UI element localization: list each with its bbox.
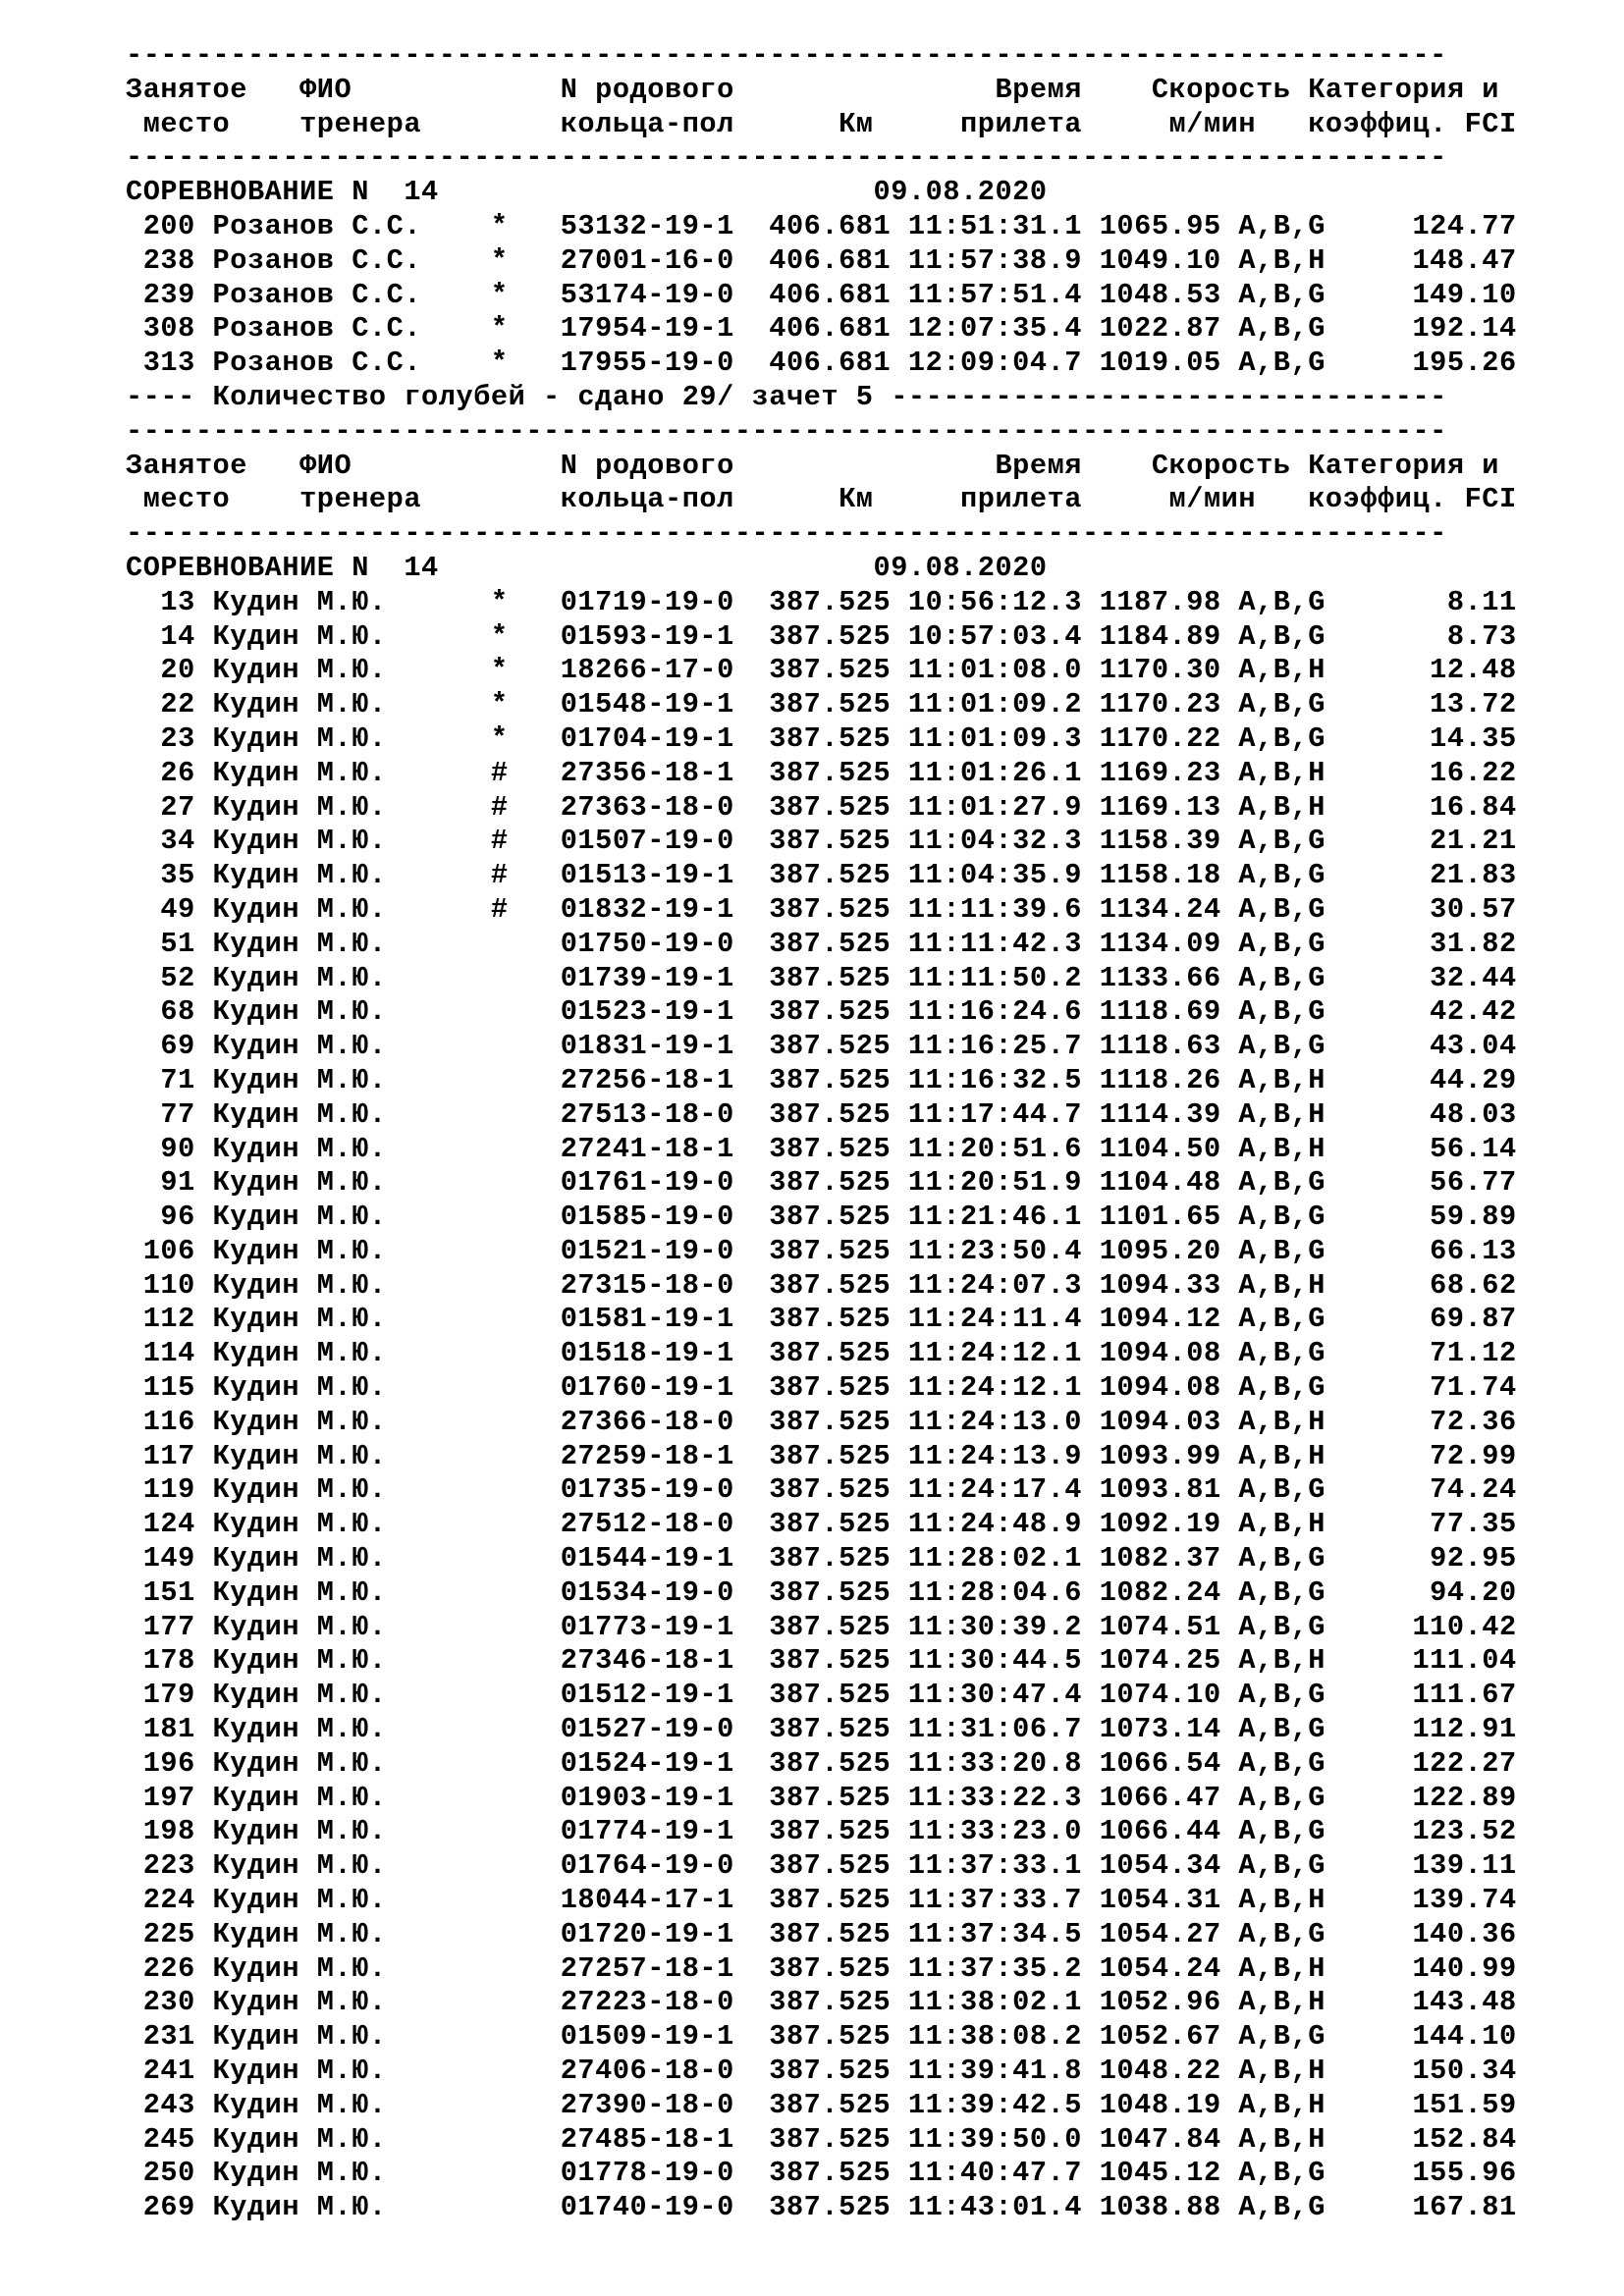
table-row: 20 Кудин М.Ю. * 18266-17-0 387.525 11:01:08.0 1170.30 A,B,H 12.48 [126, 654, 1517, 687]
table-row: 223 Кудин М.Ю. 01764-19-0 387.525 11:37:33.1 1054.34 A,B,G 139.11 [126, 1849, 1517, 1883]
table-row: 239 Розанов С.С. * 53174-19-0 406.681 11:57:51.4 1048.53 A,B,G 149.10 [126, 278, 1517, 311]
table-row: 35 Кудин М.Ю. # 01513-19-1 387.525 11:04:35.9 1158.18 A,B,G 21.83 [126, 859, 1517, 892]
results-page [126, 39, 1517, 2225]
table-row: 179 Кудин М.Ю. 01512-19-1 387.525 11:30:47.4 1074.10 A,B,G 111.67 [126, 1679, 1517, 1712]
competition-title: СОРЕВНОВАНИЕ N 14 09.08.2020 [126, 551, 1048, 584]
table-row: 230 Кудин М.Ю. 27223-18-0 387.525 11:38:02.1 1052.96 A,B,H 143.48 [126, 1986, 1517, 2019]
table-row: 106 Кудин М.Ю. 01521-19-0 387.525 11:23:50.4 1095.20 A,B,G 66.13 [126, 1234, 1517, 1267]
table-row: 112 Кудин М.Ю. 01581-19-1 387.525 11:24:11.4 1094.12 A,B,G 69.87 [126, 1303, 1517, 1336]
table-row: 308 Розанов С.С. * 17954-19-1 406.681 12:07:35.4 1022.87 A,B,G 192.14 [126, 312, 1517, 346]
table-row: 243 Кудин М.Ю. 27390-18-0 387.525 11:39:42.5 1048.19 A,B,H 151.59 [126, 2088, 1517, 2121]
table-row: 116 Кудин М.Ю. 27366-18-0 387.525 11:24:13.0 1094.03 A,B,H 72.36 [126, 1405, 1517, 1438]
table-row: 14 Кудин М.Ю. * 01593-19-1 387.525 10:57:03.4 1184.89 A,B,G 8.73 [126, 619, 1517, 653]
table-row: 77 Кудин М.Ю. 27513-18-0 387.525 11:17:44.7 1114.39 A,B,H 48.03 [126, 1097, 1517, 1131]
table-row: 250 Кудин М.Ю. 01778-19-0 387.525 11:40:47.7 1045.12 A,B,G 155.96 [126, 2157, 1517, 2190]
table-header-row-1: Занятое ФИО N родового Время Скорость Категория и [126, 73, 1500, 106]
table-row: 117 Кудин М.Ю. 27259-18-1 387.525 11:24:13.9 1093.99 A,B,H 72.99 [126, 1439, 1517, 1472]
table-row: 13 Кудин М.Ю. * 01719-19-0 387.525 10:56:12.3 1187.98 A,B,G 8.11 [126, 585, 1517, 618]
table-row: 196 Кудин М.Ю. 01524-19-1 387.525 11:33:20.8 1066.54 A,B,G 122.27 [126, 1746, 1517, 1780]
table-row: 115 Кудин М.Ю. 01760-19-1 387.525 11:24:12.1 1094.08 A,B,G 71.74 [126, 1371, 1517, 1405]
table-row: 90 Кудин М.Ю. 27241-18-1 387.525 11:20:51.6 1104.50 A,B,H 56.14 [126, 1132, 1517, 1165]
table-row: 313 Розанов С.С. * 17955-19-0 406.681 12:09:04.7 1019.05 A,B,G 195.26 [126, 347, 1517, 380]
table-header-row-2: место тренера кольца-пол Км прилета м/мин коэффиц. FCI [126, 483, 1517, 516]
table-row: 245 Кудин М.Ю. 27485-18-1 387.525 11:39:50.0 1047.84 A,B,H 152.84 [126, 2122, 1517, 2156]
table-row: 269 Кудин М.Ю. 01740-19-0 387.525 11:43:01.4 1038.88 A,B,G 167.81 [126, 2191, 1517, 2224]
table-row: 49 Кудин М.Ю. # 01832-19-1 387.525 11:11:39.6 1134.24 A,B,G 30.57 [126, 892, 1517, 926]
table-row: 52 Кудин М.Ю. 01739-19-1 387.525 11:11:50.2 1133.66 A,B,G 32.44 [126, 961, 1517, 994]
table-row: 69 Кудин М.Ю. 01831-19-1 387.525 11:16:25.7 1118.63 A,B,G 43.04 [126, 1030, 1517, 1063]
table-row: 110 Кудин М.Ю. 27315-18-0 387.525 11:24:07.3 1094.33 A,B,H 68.62 [126, 1268, 1517, 1302]
table-row: 96 Кудин М.Ю. 01585-19-0 387.525 11:21:46.1 1101.65 A,B,G 59.89 [126, 1201, 1517, 1234]
table-header-row-1: Занятое ФИО N родового Время Скорость Категория и [126, 449, 1500, 482]
table-row: 238 Розанов С.С. * 27001-16-0 406.681 11:57:38.9 1049.10 A,B,H 148.47 [126, 243, 1517, 277]
table-row: 181 Кудин М.Ю. 01527-19-0 387.525 11:31:06.7 1073.14 A,B,G 112.91 [126, 1713, 1517, 1746]
table-row: 23 Кудин М.Ю. * 01704-19-1 387.525 11:01:09.3 1170.22 A,B,G 14.35 [126, 721, 1517, 755]
separator-line: ---------------------------------------------------------------------------- [126, 141, 1447, 175]
table-row: 27 Кудин М.Ю. # 27363-18-0 387.525 11:01:27.9 1169.13 A,B,H 16.84 [126, 790, 1517, 824]
table-row: 241 Кудин М.Ю. 27406-18-0 387.525 11:39:41.8 1048.22 A,B,H 150.34 [126, 2055, 1517, 2088]
separator-line: ---------------------------------------------------------------------------- [126, 414, 1447, 448]
table-row: 226 Кудин М.Ю. 27257-18-1 387.525 11:37:35.2 1054.24 A,B,H 140.99 [126, 1951, 1517, 1985]
table-row: 225 Кудин М.Ю. 01720-19-1 387.525 11:37:34.5 1054.27 A,B,G 140.36 [126, 1917, 1517, 1950]
table-row: 22 Кудин М.Ю. * 01548-19-1 387.525 11:01:09.2 1170.23 A,B,G 13.72 [126, 688, 1517, 721]
table-row: 124 Кудин М.Ю. 27512-18-0 387.525 11:24:48.9 1092.19 A,B,H 77.35 [126, 1508, 1517, 1541]
summary-line: ---- Количество голубей - сдано 29/ зачет 5 -------------------------------- [126, 380, 1447, 413]
table-row: 198 Кудин М.Ю. 01774-19-1 387.525 11:33:23.0 1066.44 A,B,G 123.52 [126, 1815, 1517, 1848]
table-row: 177 Кудин М.Ю. 01773-19-1 387.525 11:30:39.2 1074.51 A,B,G 110.42 [126, 1610, 1517, 1643]
table-row: 224 Кудин М.Ю. 18044-17-1 387.525 11:37:33.7 1054.31 A,B,H 139.74 [126, 1884, 1517, 1917]
table-row: 151 Кудин М.Ю. 01534-19-0 387.525 11:28:04.6 1082.24 A,B,G 94.20 [126, 1575, 1517, 1609]
table-row: 91 Кудин М.Ю. 01761-19-0 387.525 11:20:51.9 1104.48 A,B,G 56.77 [126, 1166, 1517, 1200]
competition-title: СОРЕВНОВАНИЕ N 14 09.08.2020 [126, 176, 1048, 209]
separator-line: ---------------------------------------------------------------------------- [126, 517, 1447, 551]
table-row: 68 Кудин М.Ю. 01523-19-1 387.525 11:16:24.6 1118.69 A,B,G 42.42 [126, 995, 1517, 1029]
table-row: 26 Кудин М.Ю. # 27356-18-1 387.525 11:01:26.1 1169.23 A,B,H 16.22 [126, 756, 1517, 789]
table-header-row-2: место тренера кольца-пол Км прилета м/мин коэффиц. FCI [126, 107, 1517, 140]
table-row: 34 Кудин М.Ю. # 01507-19-0 387.525 11:04:32.3 1158.39 A,B,G 21.21 [126, 825, 1517, 858]
table-row: 51 Кудин М.Ю. 01750-19-0 387.525 11:11:42.3 1134.09 A,B,G 31.82 [126, 927, 1517, 960]
table-row: 231 Кудин М.Ю. 01509-19-1 387.525 11:38:08.2 1052.67 A,B,G 144.10 [126, 2020, 1517, 2054]
table-row: 149 Кудин М.Ю. 01544-19-1 387.525 11:28:02.1 1082.37 A,B,G 92.95 [126, 1542, 1517, 1575]
table-row: 200 Розанов С.С. * 53132-19-1 406.681 11:51:31.1 1065.95 A,B,G 124.77 [126, 209, 1517, 242]
separator-line: ---------------------------------------------------------------------------- [126, 39, 1447, 72]
table-row: 114 Кудин М.Ю. 01518-19-1 387.525 11:24:12.1 1094.08 A,B,G 71.12 [126, 1337, 1517, 1370]
table-row: 197 Кудин М.Ю. 01903-19-1 387.525 11:33:22.3 1066.47 A,B,G 122.89 [126, 1781, 1517, 1814]
table-row: 119 Кудин М.Ю. 01735-19-0 387.525 11:24:17.4 1093.81 A,B,G 74.24 [126, 1473, 1517, 1507]
table-row: 71 Кудин М.Ю. 27256-18-1 387.525 11:16:32.5 1118.26 A,B,H 44.29 [126, 1063, 1517, 1096]
table-row: 178 Кудин М.Ю. 27346-18-1 387.525 11:30:44.5 1074.25 A,B,H 111.04 [126, 1644, 1517, 1678]
